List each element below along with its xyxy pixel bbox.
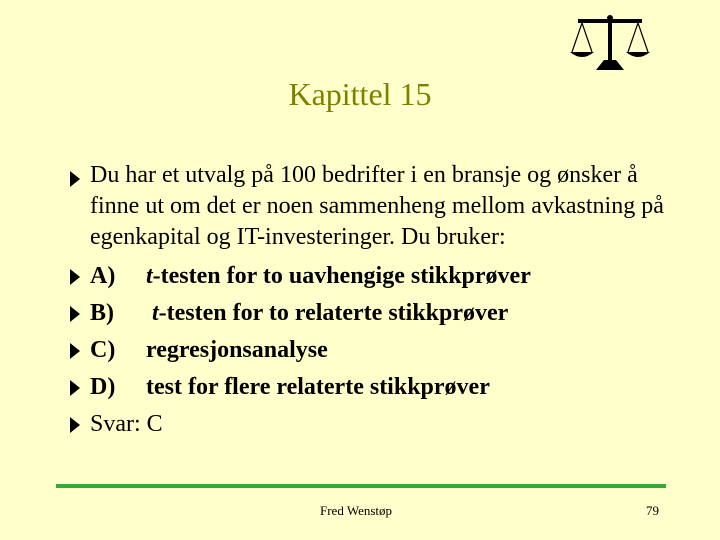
- footer-rule: [56, 484, 666, 488]
- triangle-bullet-icon: [70, 343, 80, 359]
- answer-item: [70, 406, 680, 443]
- scales-logo-icon: [568, 12, 652, 74]
- option-letter: A): [90, 263, 116, 289]
- question-item: [70, 160, 680, 253]
- option-text: -testen for to uavhengige stikkprøver: [152, 263, 531, 289]
- option-letter: B): [90, 300, 114, 326]
- slide-title: Kapittel 15: [288, 76, 432, 112]
- triangle-bullet-icon: [70, 417, 80, 433]
- option-letter: D): [90, 374, 116, 400]
- option-b: [70, 295, 680, 332]
- option-letter: C): [90, 337, 116, 363]
- bullet-list: [70, 160, 680, 443]
- triangle-bullet-icon: [70, 306, 80, 322]
- option-c: [70, 332, 680, 369]
- option-text: regresjonsanalyse: [146, 337, 328, 363]
- page-number: 79: [646, 503, 659, 518]
- option-d: [70, 369, 680, 406]
- option-text: -testen for to relaterte stikkprøver: [158, 300, 509, 326]
- question-text: Du har et utvalg på 100 bedrifter i en bransje og ønsker å finne ut om det er noen sammenheng mellom avkastning på egenkapital og IT-investeringer. Du bruker:: [90, 162, 664, 250]
- answer-text: Svar: C: [90, 411, 163, 437]
- triangle-bullet-icon: [70, 171, 80, 187]
- option-italic: t: [152, 300, 159, 326]
- option-a: [70, 258, 680, 295]
- option-italic: t: [146, 263, 153, 289]
- triangle-bullet-icon: [70, 269, 80, 285]
- triangle-bullet-icon: [70, 380, 80, 396]
- footer-author: Fred Wenstøp: [320, 503, 393, 518]
- option-text: test for flere relaterte stikkprøver: [146, 374, 490, 400]
